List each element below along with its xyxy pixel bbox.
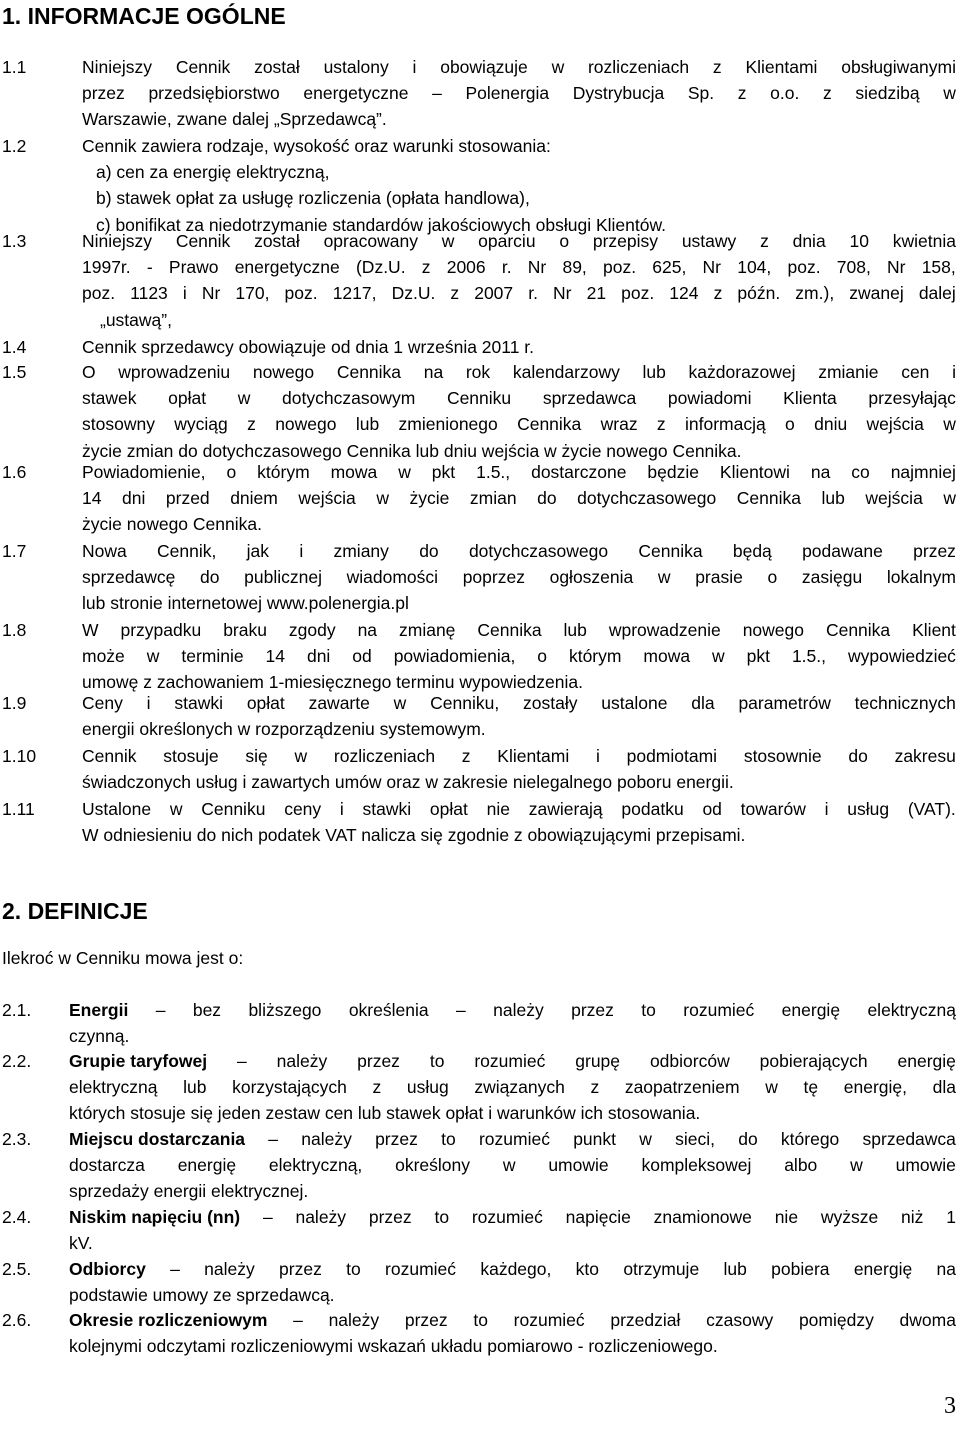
item-text-line: Powiadomienie, o którym mowa w pkt 1.5., dostarczone będzie Klientowi na co najmniej <box>82 462 956 482</box>
definition-first-line: Grupie taryfowej – należy przez to rozumieć grupę odbiorców pobierających energię <box>69 1051 956 1071</box>
item-text-line: Cennik zawiera rodzaje, wysokość oraz warunki stosowania: <box>82 136 551 156</box>
item-text-line: stosowny wyciąg z nowego lub zmienionego Cennika wraz z informacją o dniu wejścia w <box>82 414 956 435</box>
item-text-line: Niniejszy Cennik został ustalony i obowiązuje w rozliczeniach z Klientami obsługiwanymi <box>82 57 956 77</box>
item-number: 1.7 <box>2 541 27 561</box>
item-number: 1.1 <box>2 57 27 77</box>
item-text-line: Niniejszy Cennik został opracowany w oparciu o przepisy ustawy z dnia 10 kwietnia <box>82 231 956 251</box>
item-text-line: świadczonych usług i zawartych umów oraz w zakresie nielegalnego poboru energii. <box>82 772 734 793</box>
section-2-heading: 2. DEFINICJE <box>2 898 148 924</box>
definition-first-line: Energii – bez bliższego określenia – należy przez to rozumieć energię elektryczną <box>69 1000 956 1020</box>
item-text-line: Ceny i stawki opłat zawarte w Cenniku, zostały ustalone dla parametrów technicznych <box>82 693 956 713</box>
item-text-line: przez przedsiębiorstwo energetyczne – Polenergia Dystrybucja Sp. z o.o. z siedzibą w <box>82 83 956 104</box>
item-number: 1.4 <box>2 337 27 357</box>
definition-text-line: kV. <box>69 1233 93 1254</box>
item-text-line: b) stawek opłat za usługę rozliczenia (opłata handlowa), <box>96 188 530 209</box>
definition-term: Energii <box>69 1000 129 1020</box>
item-number: 1.11 <box>2 799 35 819</box>
definition-text-line: kolejnymi odczytami rozliczeniowymi wskazań układu pomiarowo - rozliczeniowego. <box>69 1336 718 1357</box>
page-number: 3 <box>944 1393 956 1419</box>
item-text-line: 1997r. - Prawo energetyczne (Dz.U. z 2006 r. Nr 89, poz. 625, Nr 104, poz. 708, Nr 158, <box>82 257 956 278</box>
item-number: 1.3 <box>2 231 27 251</box>
item-text-line: a) cen za energię elektryczną, <box>96 162 330 183</box>
definition-term: Odbiorcy <box>69 1259 146 1279</box>
definition-text-line: których stosuje się jeden zestaw cen lub stawek opłat i warunków ich stosowania. <box>69 1103 701 1124</box>
item-text-line: Cennik sprzedawcy obowiązuje od dnia 1 września 2011 r. <box>82 337 535 357</box>
item-text-line: Ustalone w Cenniku ceny i stawki opłat nie zawierają podatku od towarów i usług (VAT). <box>82 799 956 819</box>
definition-term: Grupie taryfowej <box>69 1051 208 1071</box>
item-number: 1.5 <box>2 362 27 382</box>
definition-text-line: czynną. <box>69 1026 130 1047</box>
definition-first-line: Niskim napięciu (nn) – należy przez to rozumieć napięcie znamionowe nie wyższe niż 1 <box>69 1207 956 1227</box>
item-number: 1.2 <box>2 136 27 156</box>
definition-number: 2.1. <box>2 1000 32 1020</box>
definition-term: Niskim napięciu (nn) <box>69 1207 241 1227</box>
definition-first-line: Odbiorcy – należy przez to rozumieć każdego, kto otrzymuje lub pobiera energię na <box>69 1259 956 1279</box>
item-text-line: życie nowego Cennika. <box>82 514 262 535</box>
item-number: 1.9 <box>2 693 27 713</box>
item-number: 1.8 <box>2 620 27 640</box>
definition-text-line: dostarcza energię elektryczną, określony w umowie kompleksowej albo w umowie <box>69 1155 956 1176</box>
item-text-line: może w terminie 14 dni od powiadomienia, o którym mowa w pkt 1.5., wypowiedzieć <box>82 646 956 667</box>
item-text-line: W przypadku braku zgody na zmianę Cennika lub wprowadzenie nowego Cennika Klient <box>82 620 956 640</box>
item-text-line: c) bonifikat za niedotrzymanie standardów jakościowych obsługi Klientów. <box>96 214 667 235</box>
item-text-line: „ustawą”, <box>100 309 172 330</box>
definition-first-line: Miejscu dostarczania – należy przez to rozumieć punkt w sieci, do którego sprzedawca <box>69 1129 956 1149</box>
definition-text-line: elektryczną lub korzystających z usług związanych z zaopatrzeniem w tę energię, dla <box>69 1077 956 1098</box>
item-text-line: Nowa Cennik, jak i zmiany do dotychczasowego Cennika będą podawane przez <box>82 541 956 561</box>
definition-term: Okresie rozliczeniowym <box>69 1310 268 1330</box>
item-text-line: sprzedawcę do publicznej wiadomości poprzez ogłoszenia w prasie o zasięgu lokalnym <box>82 567 956 588</box>
item-text-line: poz. 1123 i Nr 170, poz. 1217, Dz.U. z 2007 r. Nr 21 poz. 124 z późn. zm.), zwanej dalej <box>82 283 956 304</box>
definition-text-line: podstawie umowy ze sprzedawcą. <box>69 1285 335 1306</box>
definition-first-line: Okresie rozliczeniowym – należy przez to rozumieć przedział czasowy pomiędzy dwoma <box>69 1310 956 1330</box>
item-text-line: Warszawie, zwane dalej „Sprzedawcą”. <box>82 109 387 130</box>
item-text-line: lub stronie internetowej www.polenergia.pl <box>82 593 409 614</box>
definition-number: 2.5. <box>2 1259 32 1279</box>
section-1-heading: 1. INFORMACJE OGÓLNE <box>2 3 286 29</box>
definition-number: 2.3. <box>2 1129 32 1149</box>
item-text-line: Cennik stosuje się w rozliczeniach z Klientami i podmiotami stosownie do zakresu <box>82 746 956 766</box>
section-2-intro: Ilekroć w Cenniku mowa jest o: <box>2 948 244 968</box>
item-text-line: 14 dni przed dniem wejścia w życie zmian do dotychczasowego Cennika lub wejścia w <box>82 488 956 509</box>
item-text-line: W odniesieniu do nich podatek VAT nalicza się zgodnie z obowiązującymi przepisami. <box>82 825 746 846</box>
definition-text-line: sprzedaży energii elektrycznej. <box>69 1181 309 1202</box>
definition-number: 2.6. <box>2 1310 32 1330</box>
definition-term: Miejscu dostarczania <box>69 1129 246 1149</box>
item-text-line: energii określonych w rozporządzeniu systemowym. <box>82 719 486 740</box>
item-text-line: stawek opłat w dotychczasowym Cenniku sprzedawca powiadomi Klienta przesyłając <box>82 388 956 409</box>
item-text-line: życie zmian do dotychczasowego Cennika lub dniu wejścia w życie nowego Cennika. <box>82 440 742 461</box>
item-number: 1.10 <box>2 746 37 766</box>
definition-number: 2.4. <box>2 1207 32 1227</box>
definition-number: 2.2. <box>2 1051 32 1071</box>
item-text-line: O wprowadzeniu nowego Cennika na rok kalendarzowy lub każdorazowej zmianie cen i <box>82 362 956 382</box>
item-text-line: umowę z zachowaniem 1-miesięcznego terminu wypowiedzenia. <box>82 672 583 693</box>
item-number: 1.6 <box>2 462 27 482</box>
